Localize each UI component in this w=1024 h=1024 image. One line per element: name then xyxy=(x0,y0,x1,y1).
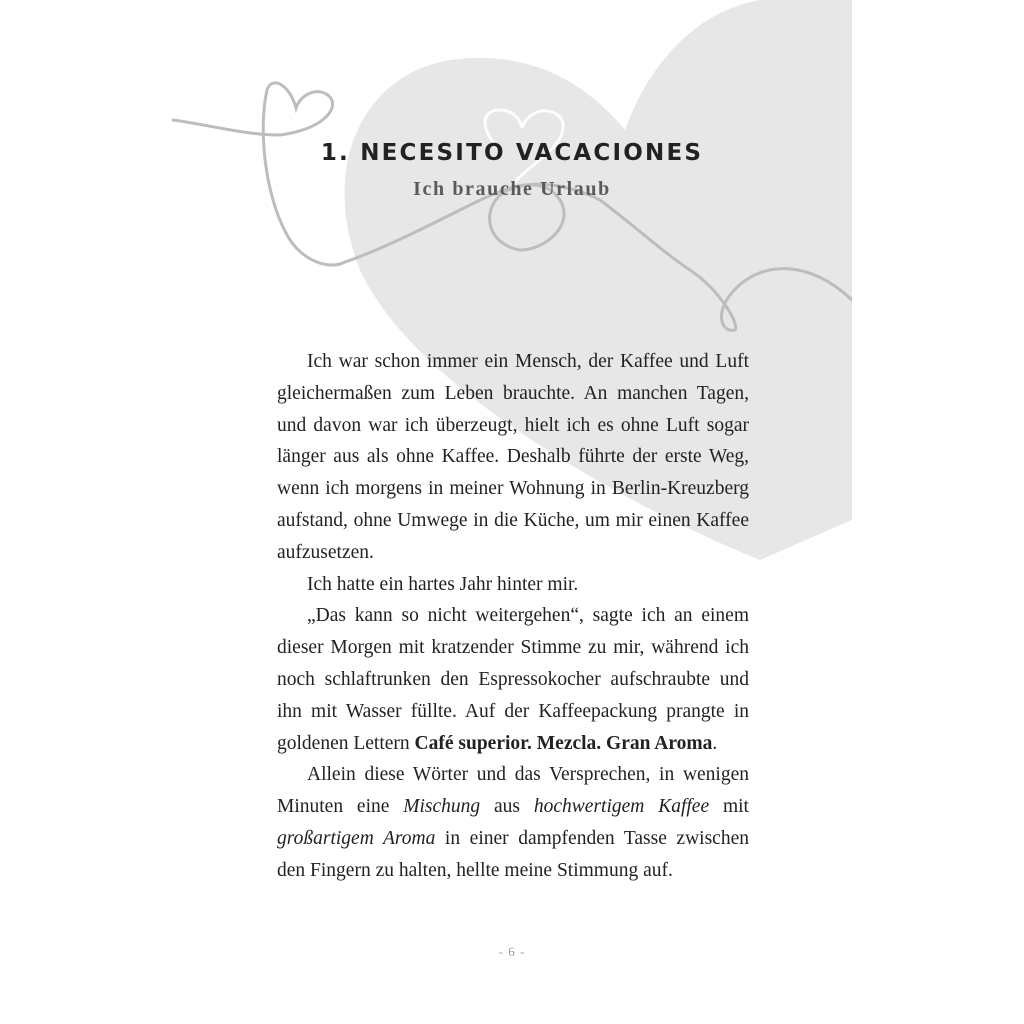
text-run: . xyxy=(712,732,718,754)
bold-text-run: Café superior. Mezcla. Gran Aroma xyxy=(414,732,713,754)
text-run: Allein diese Wörter und das Versprechen, in wenigen Minuten eine xyxy=(277,764,749,818)
text-run: Ich hatte ein hartes Jahr hinter mir. xyxy=(307,573,579,595)
text-run: Ich war schon immer ein Mensch, der Kaffee und Luft gleichermaßen zum Leben brauchte. An manchen Tagen, und davon war ich überzeugt, hielt ich es ohne Luft sogar länger aus als ohne Kaffee. Deshalb führte der erste Weg, wenn ich morgens in meiner Wohnung in Berlin-Kreuzberg aufstand, ohne Umwege in die Küche, um mir einen Kaffee aufzusetzen. xyxy=(277,351,749,563)
text-run: aus xyxy=(480,796,534,818)
body-text xyxy=(277,346,749,887)
text-run: mit xyxy=(709,796,749,818)
paragraph xyxy=(277,569,749,601)
italic-text-run: Mischung xyxy=(403,796,481,818)
paragraph xyxy=(277,759,749,886)
chapter-title: 1. NECESITO VACACIONES xyxy=(320,140,704,166)
text-run: in einer dampfenden Tasse zwischen den Fingern zu halten, hellte meine Stimmung auf. xyxy=(277,827,749,881)
paragraph xyxy=(277,346,749,569)
page-number: - 6 - xyxy=(498,944,526,959)
italic-text-run: großartigem Aroma xyxy=(277,827,436,849)
paragraph xyxy=(277,600,749,759)
chapter-subtitle: Ich brauche Urlaub xyxy=(413,178,611,200)
text-run: „Das kann so nicht weitergehen“, sagte ich an einem dieser Morgen mit kratzender Stimme zu mir, während ich noch schlaftrunken den Espressokocher aufschraubte und ihn mit Wasser füllte. Auf der Kaffeepackung prangte in goldenen Lettern xyxy=(277,605,749,754)
italic-text-run: hochwertigem Kaffee xyxy=(533,796,710,818)
